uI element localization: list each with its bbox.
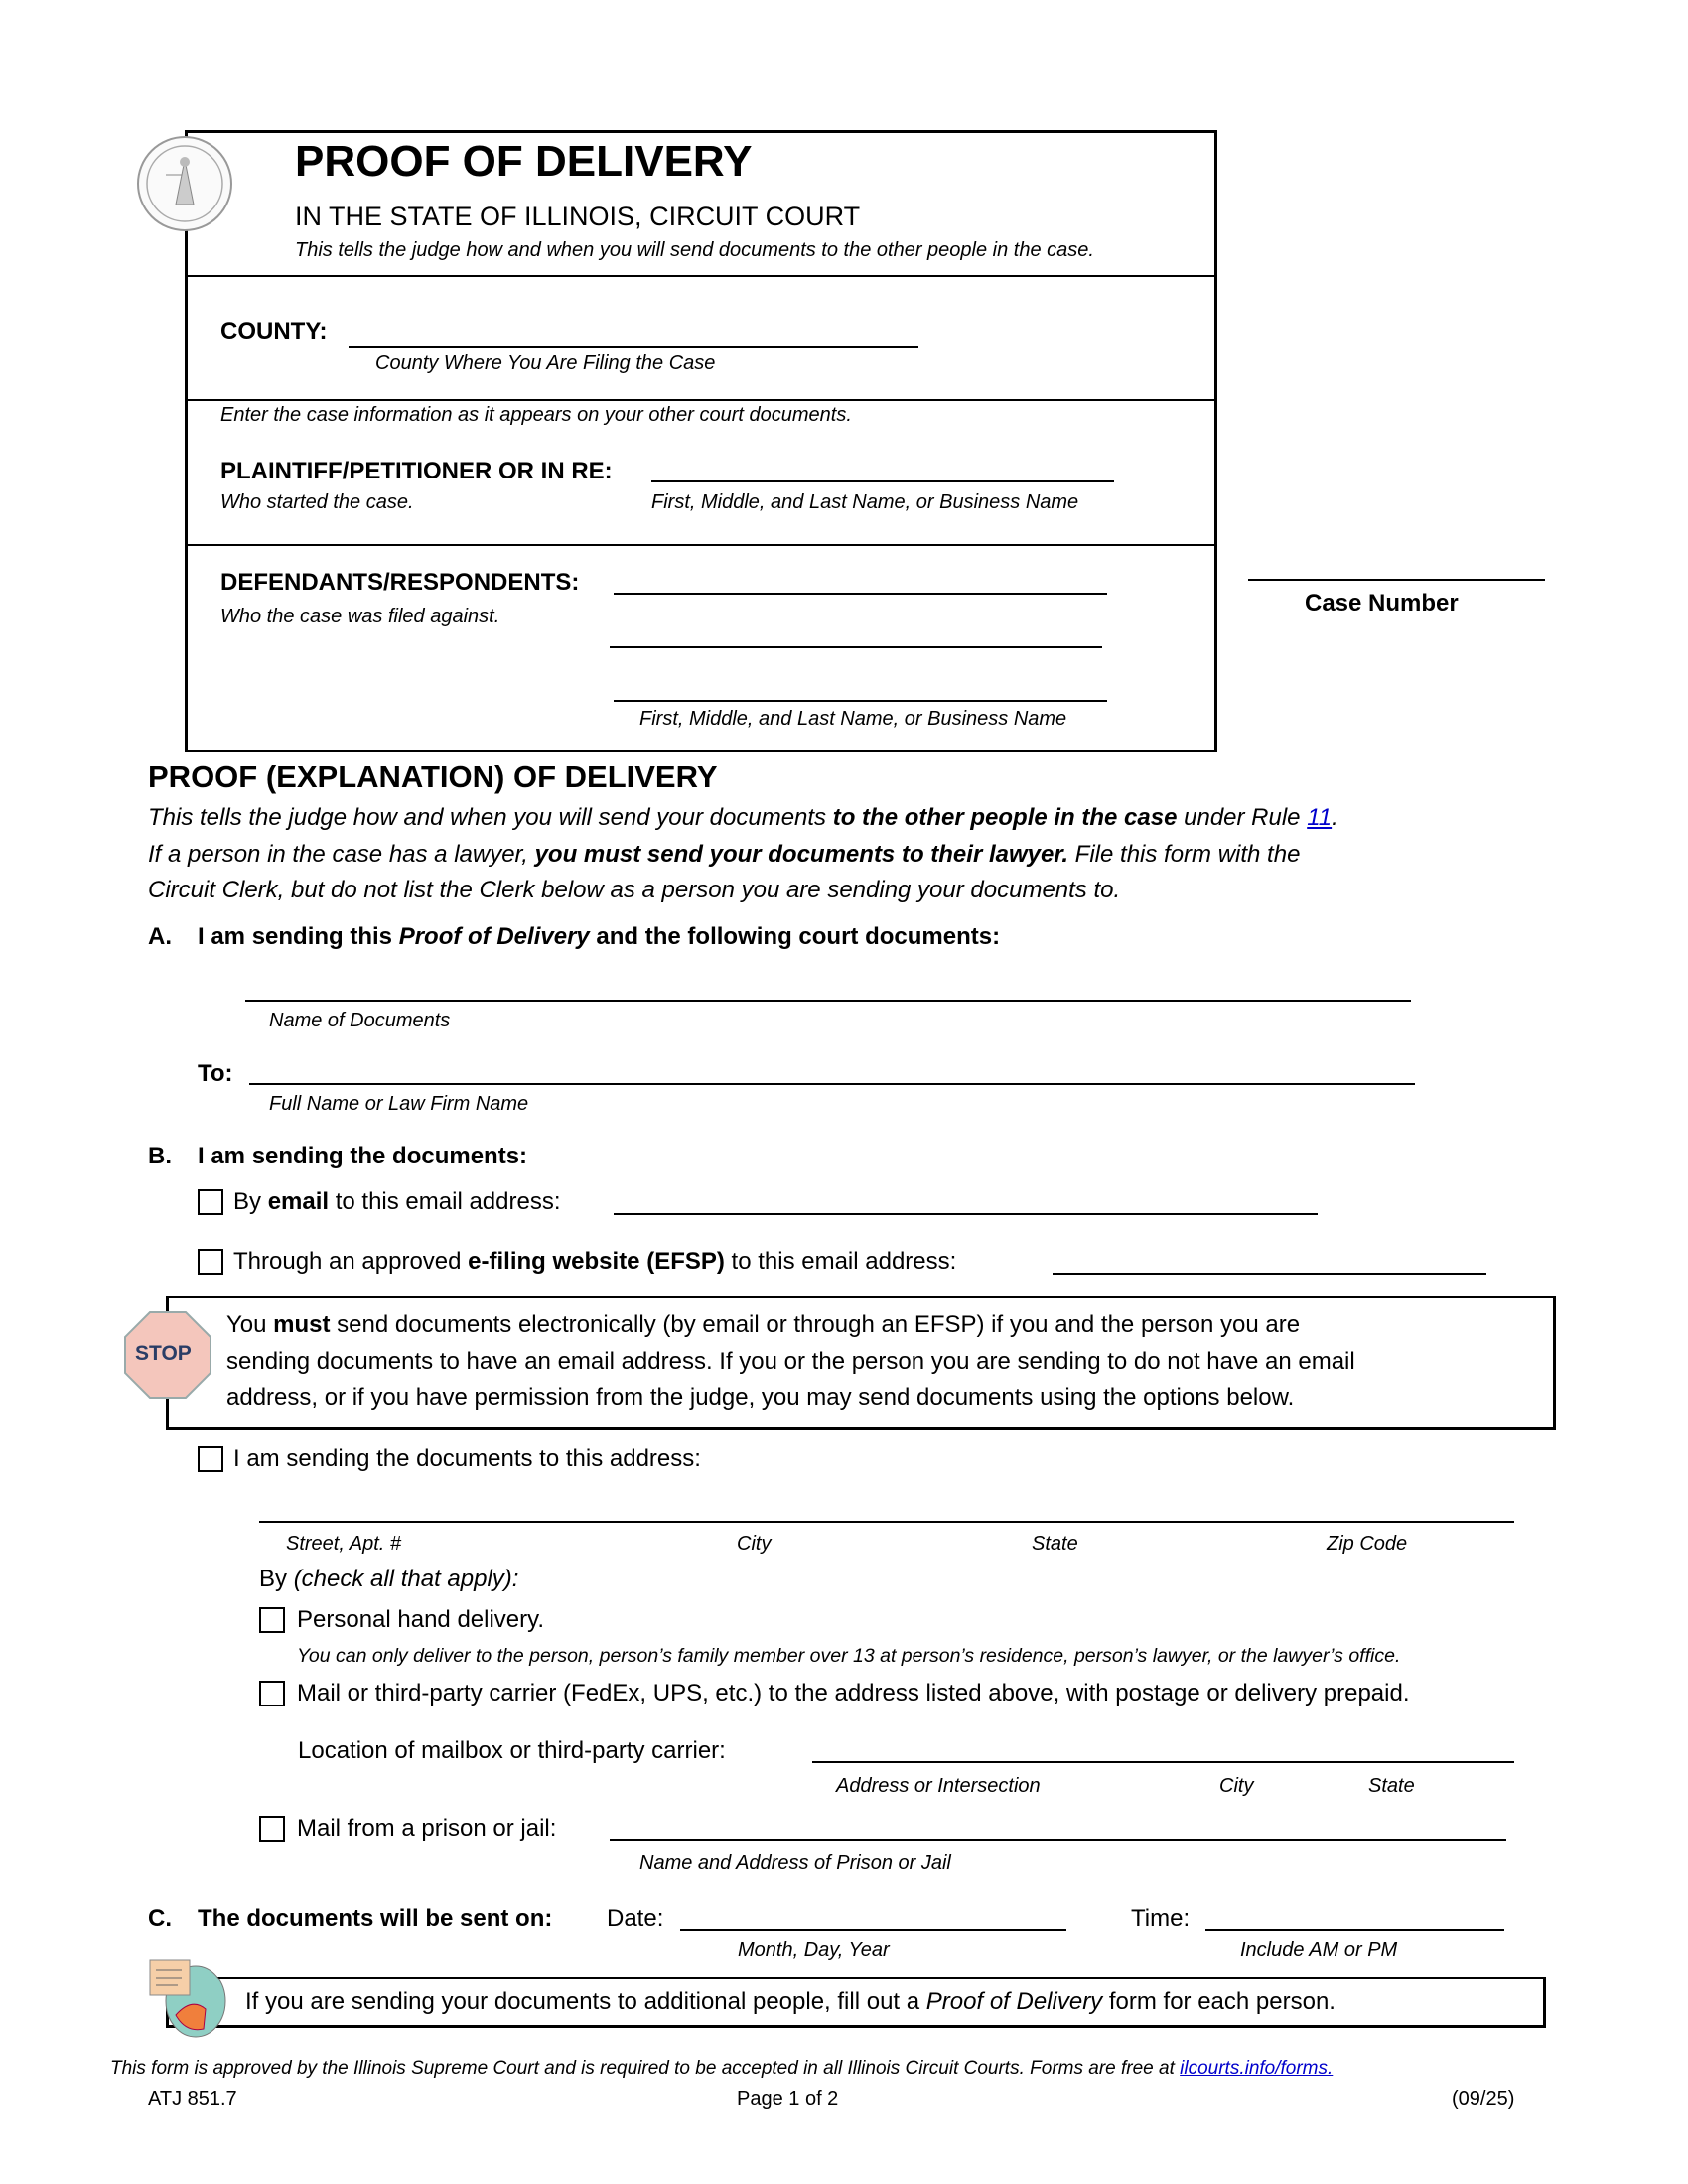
email-option-label xyxy=(233,1188,561,1216)
plaintiff-label: PLAINTIFF/PETITIONER OR IN RE: xyxy=(220,458,613,484)
text: Through an approved xyxy=(233,1248,469,1275)
check-all-label xyxy=(259,1566,518,1593)
forms-link[interactable]: ilcourts.info/forms. xyxy=(1180,2058,1334,2079)
explanation-line-3: Circuit Clerk, but do not list the Clerk below as a person you are sending your documents to. xyxy=(148,877,1121,903)
documents-caption: Name of Documents xyxy=(269,1010,451,1031)
text: email xyxy=(267,1188,330,1215)
text: By xyxy=(233,1188,268,1215)
efsp-option-label xyxy=(233,1248,956,1276)
email-address-field[interactable] xyxy=(614,1213,1318,1215)
section-c-heading: The documents will be sent on: xyxy=(198,1905,553,1932)
mail-carrier-checkbox[interactable] xyxy=(259,1681,285,1706)
text: By xyxy=(259,1566,294,1592)
text: send documents electronically (by email or through an EFSP) if you and the person you are xyxy=(330,1311,1301,1338)
to-label: To: xyxy=(198,1060,233,1087)
divider xyxy=(185,544,1217,546)
text: and the following court documents: xyxy=(589,923,1001,950)
text: You xyxy=(226,1311,274,1338)
time-field[interactable] xyxy=(1205,1929,1504,1931)
stop-notice-line-2: sending documents to have an email address. If you or the person you are sending to do not have an email xyxy=(226,1348,1355,1375)
efsp-email-field[interactable] xyxy=(1053,1273,1486,1275)
stop-sign-icon xyxy=(123,1310,212,1400)
section-a-letter: A. xyxy=(148,923,172,950)
text: you must send your documents to their lawyer. xyxy=(534,841,1069,868)
text: If you are sending your documents to additional people, fill out a xyxy=(245,1988,926,2015)
address-checkbox[interactable] xyxy=(198,1446,223,1472)
location-state-caption: State xyxy=(1368,1775,1415,1797)
time-caption: Include AM or PM xyxy=(1240,1939,1398,1961)
plaintiff-field[interactable] xyxy=(651,480,1114,482)
explanation-heading: PROOF (EXPLANATION) OF DELIVERY xyxy=(148,759,718,794)
text: (check all that apply): xyxy=(293,1566,519,1592)
county-field[interactable] xyxy=(349,346,918,348)
page-title: PROOF OF DELIVERY xyxy=(295,137,753,186)
section-c-letter: C. xyxy=(148,1905,172,1932)
page-number: Page 1 of 2 xyxy=(737,2088,839,2110)
email-checkbox[interactable] xyxy=(198,1189,223,1215)
text: File this form with the xyxy=(1068,841,1301,868)
county-label: COUNTY: xyxy=(220,318,328,344)
location-field[interactable] xyxy=(812,1761,1514,1763)
text: This tells the judge how and when you will send your documents xyxy=(148,804,833,831)
prison-address-field[interactable] xyxy=(610,1839,1506,1841)
plaintiff-hint: Who started the case. xyxy=(220,491,414,513)
text: I am sending this xyxy=(198,923,399,950)
stop-notice-line-1 xyxy=(226,1311,1300,1339)
defendant-field-2[interactable] xyxy=(610,646,1102,648)
text: e-filing website (EFSP) xyxy=(468,1248,725,1275)
rule-11-link[interactable]: 11 xyxy=(1307,804,1333,831)
footer-approval xyxy=(110,2058,1333,2080)
divider xyxy=(185,399,1217,401)
date-caption: Month, Day, Year xyxy=(738,1939,890,1961)
defendant-field-3[interactable] xyxy=(614,700,1107,702)
text: under Rule xyxy=(1177,804,1308,831)
text: to this email address: xyxy=(724,1248,957,1275)
defendants-label: DEFENDANTS/RESPONDENTS: xyxy=(220,569,580,596)
hand-document-icon xyxy=(134,1954,233,2039)
defendants-caption: First, Middle, and Last Name, or Business Name xyxy=(639,708,1067,730)
explanation-line-2 xyxy=(148,841,1300,869)
street-caption: Street, Apt. # xyxy=(286,1533,401,1555)
personal-delivery-label: Personal hand delivery. xyxy=(297,1606,545,1633)
additional-people-note xyxy=(245,1988,1336,2016)
divider xyxy=(185,275,1217,277)
efsp-checkbox[interactable] xyxy=(198,1249,223,1275)
text: If a person in the case has a lawyer, xyxy=(148,841,535,868)
form-id: ATJ 851.7 xyxy=(148,2088,237,2110)
date-field[interactable] xyxy=(680,1929,1066,1931)
form-description: This tells the judge how and when you will send documents to the other people in the case. xyxy=(295,239,1094,261)
case-info-note: Enter the case information as it appears on your other court documents. xyxy=(220,404,852,426)
text: This form is approved by the Illinois Supreme Court and is required to be accepted in all Illinois Circuit Courts. Forms are free at xyxy=(110,2058,1181,2079)
text: to this email address: xyxy=(329,1188,561,1215)
text: form for each person. xyxy=(1102,1988,1336,2015)
date-label: Date: xyxy=(607,1905,664,1932)
case-number-field[interactable] xyxy=(1248,579,1545,581)
stop-notice-line-3: address, or if you have permission from the judge, you may send documents using the options below. xyxy=(226,1384,1295,1411)
location-label: Location of mailbox or third-party carrier: xyxy=(298,1737,726,1764)
address-option-label: I am sending the documents to this address: xyxy=(233,1445,701,1472)
stop-label: STOP xyxy=(135,1342,192,1365)
form-version: (09/25) xyxy=(1452,2088,1515,2110)
address-field[interactable] xyxy=(259,1521,1514,1523)
location-address-caption: Address or Intersection xyxy=(836,1775,1041,1797)
zip-caption: Zip Code xyxy=(1327,1533,1408,1555)
section-b-letter: B. xyxy=(148,1143,172,1169)
time-label: Time: xyxy=(1131,1905,1191,1932)
text: Proof of Delivery xyxy=(925,1988,1103,2015)
recipient-caption: Full Name or Law Firm Name xyxy=(269,1093,529,1115)
section-b-heading: I am sending the documents: xyxy=(198,1143,528,1169)
text: Proof of Delivery xyxy=(398,923,590,950)
defendant-field-1[interactable] xyxy=(614,593,1107,595)
court-seal-icon xyxy=(136,135,233,232)
personal-delivery-note: You can only deliver to the person, person’s family member over 13 at person’s residence, person’s lawyer, or the lawyer’s office. xyxy=(297,1645,1401,1667)
plaintiff-caption: First, Middle, and Last Name, or Business Name xyxy=(651,491,1079,513)
county-caption: County Where You Are Filing the Case xyxy=(375,352,716,374)
text: . xyxy=(1332,804,1338,831)
mail-carrier-label: Mail or third-party carrier (FedEx, UPS, etc.) to the address listed above, with postage or delivery prepaid. xyxy=(297,1680,1410,1706)
personal-delivery-checkbox[interactable] xyxy=(259,1607,285,1633)
defendants-hint: Who the case was filed against. xyxy=(220,606,500,627)
recipient-field[interactable] xyxy=(249,1083,1415,1085)
section-a-heading xyxy=(198,923,1000,951)
prison-mail-label: Mail from a prison or jail: xyxy=(297,1815,557,1842)
location-city-caption: City xyxy=(1219,1775,1254,1797)
text: to the other people in the case xyxy=(832,804,1178,831)
prison-mail-checkbox[interactable] xyxy=(259,1816,285,1842)
prison-caption: Name and Address of Prison or Jail xyxy=(639,1852,951,1874)
text: must xyxy=(273,1311,331,1338)
explanation-line-1 xyxy=(148,804,1338,832)
case-number-label: Case Number xyxy=(1305,590,1459,616)
court-subtitle: IN THE STATE OF ILLINOIS, CIRCUIT COURT xyxy=(295,202,861,231)
city-caption: City xyxy=(737,1533,772,1555)
documents-field[interactable] xyxy=(245,1000,1411,1002)
state-caption: State xyxy=(1032,1533,1078,1555)
